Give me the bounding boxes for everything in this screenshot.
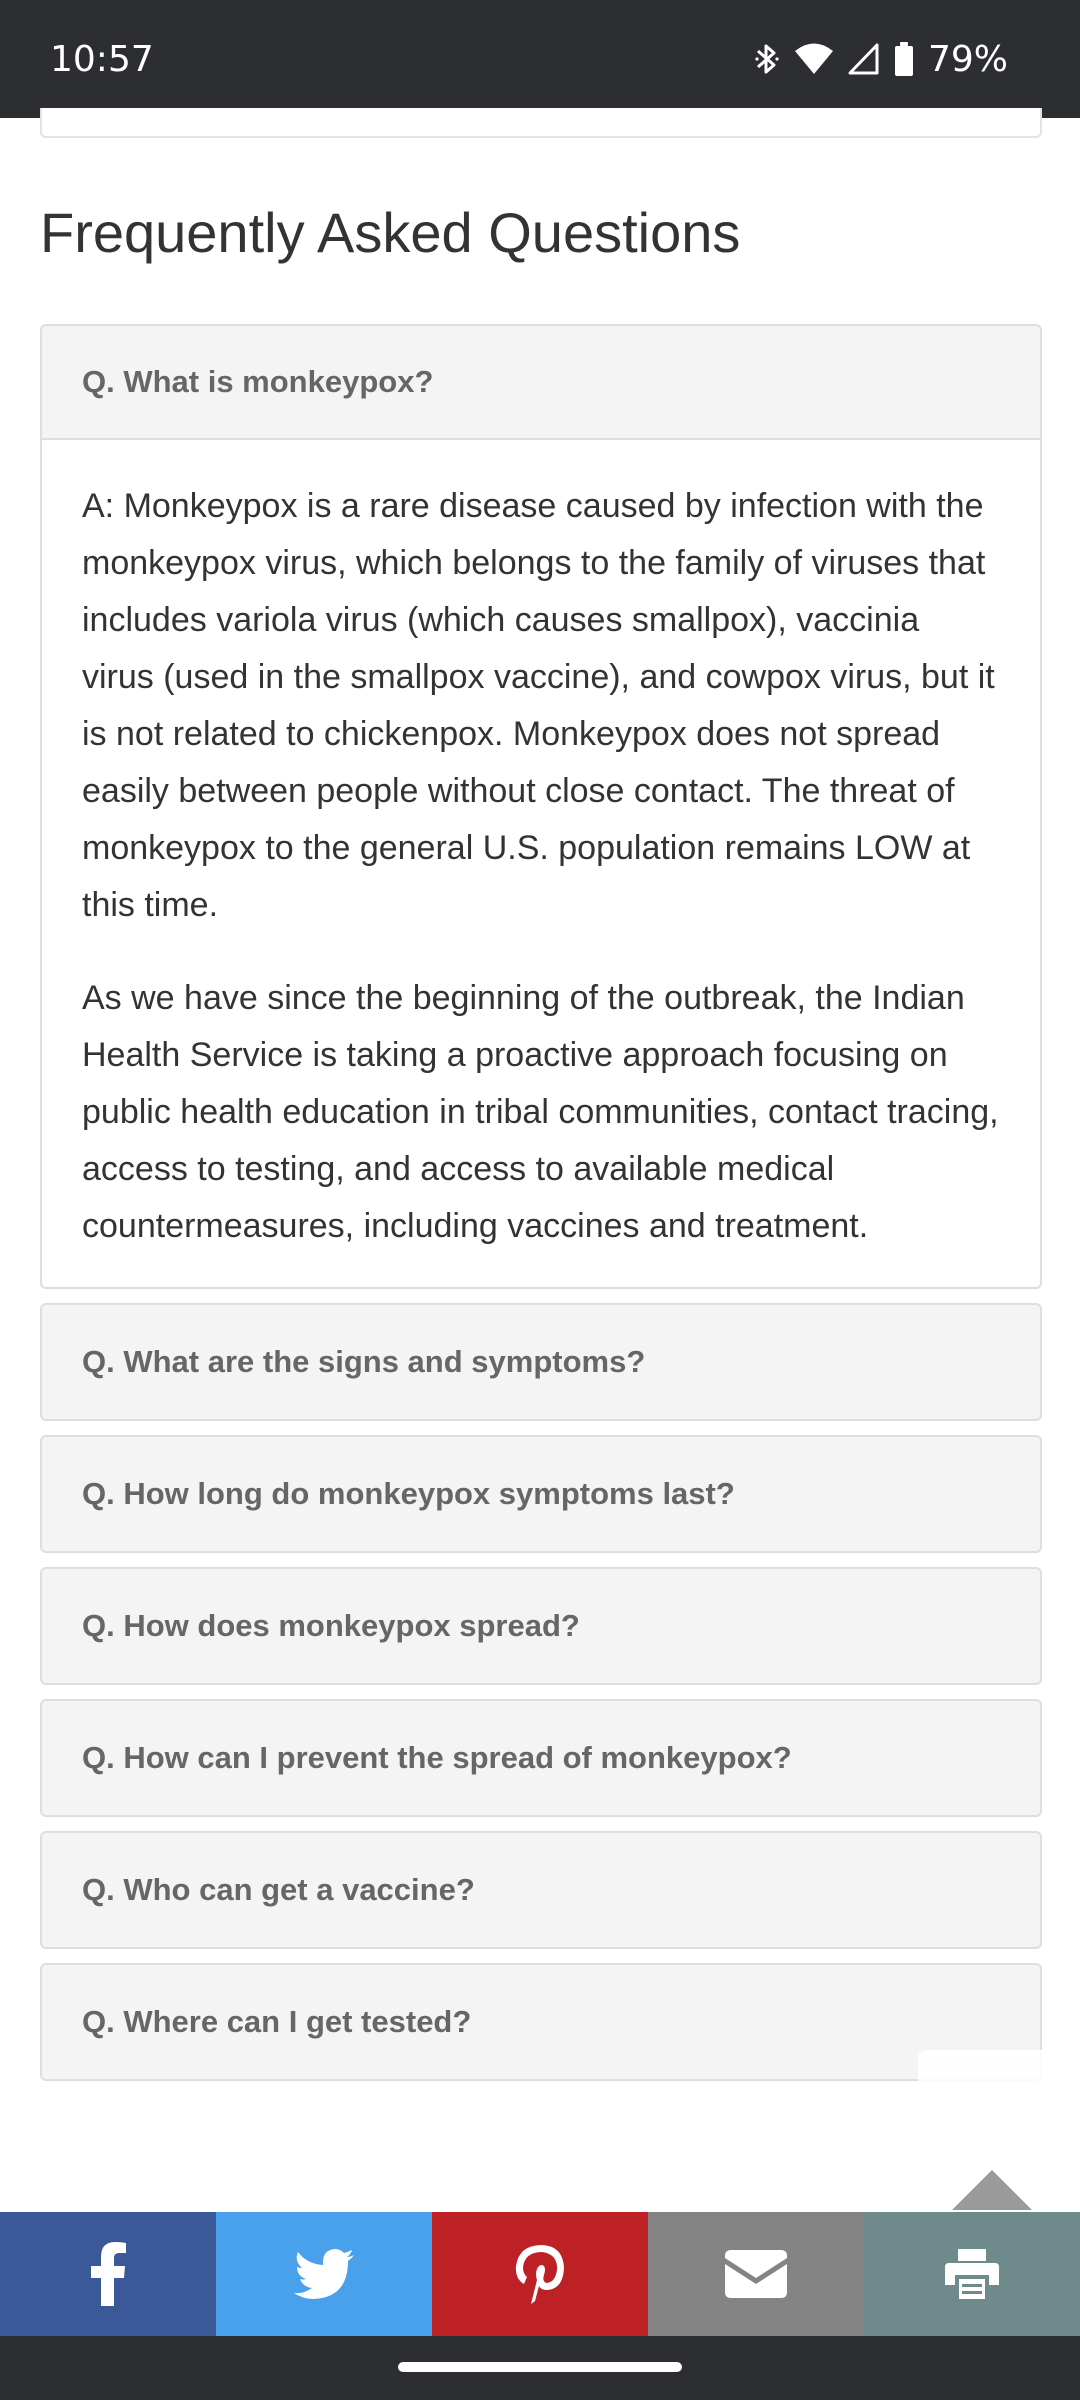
share-email-button[interactable]	[648, 2212, 864, 2336]
share-print-button[interactable]	[864, 2212, 1080, 2336]
faq-question-toggle[interactable]: Q. How can I prevent the spread of monkeypox?	[82, 1740, 792, 1775]
pinterest-icon	[515, 2242, 565, 2306]
faq-heading: Frequently Asked Questions	[40, 201, 741, 264]
faq-item	[40, 324, 1042, 1289]
faq-question-toggle[interactable]: Q. How long do monkeypox symptoms last?	[82, 1476, 735, 1511]
faq-question-toggle[interactable]: Q. Who can get a vaccine?	[82, 1872, 475, 1907]
faq-item	[40, 1963, 1042, 2081]
back-to-top-button[interactable]	[918, 2050, 1066, 2210]
share-facebook-button[interactable]	[0, 2212, 216, 2336]
faq-item	[40, 1435, 1042, 1553]
faq-item	[40, 1831, 1042, 1949]
faq-answer-paragraph: As we have since the beginning of the outbreak, the Indian Health Service is taking a proactive approach focusing on public health education in tribal communities, contact tracing, access to testing, and access to available medical countermeasures, including vaccines and treatment.	[82, 979, 999, 1245]
print-icon	[945, 2249, 999, 2299]
faq-answer-paragraph: A: Monkeypox is a rare disease caused by infection with the monkeypox virus, which belongs to the family of viruses that includes variola virus (which causes smallpox), vaccinia virus (used in the smallpox vaccine), and cowpox virus, but it is not related to chickenpox. Monkeypox does not spread easily between people without close contact. The threat of monkeypox to the general U.S. population remains LOW at this time.	[82, 487, 995, 924]
home-gesture-handle[interactable]	[398, 2362, 682, 2372]
bluetooth-icon	[754, 41, 780, 77]
faq-item	[40, 1699, 1042, 1817]
email-icon	[725, 2250, 787, 2298]
faq-accordion	[40, 324, 1042, 2095]
system-nav-bar	[0, 2336, 1080, 2400]
share-bar	[0, 2212, 1080, 2336]
faq-item	[40, 1303, 1042, 1421]
battery-icon	[894, 41, 914, 77]
previous-card	[40, 108, 1042, 138]
faq-item	[40, 1567, 1042, 1685]
share-twitter-button[interactable]	[216, 2212, 432, 2336]
faq-question-toggle[interactable]: Q. What are the signs and symptoms?	[82, 1344, 646, 1379]
share-pinterest-button[interactable]	[432, 2212, 648, 2336]
faq-question-toggle[interactable]: Q. What is monkeypox?	[42, 326, 1040, 440]
facebook-icon	[88, 2242, 128, 2306]
faq-answer	[42, 440, 1040, 1287]
faq-question-toggle[interactable]: Q. Where can I get tested?	[82, 2004, 472, 2039]
wifi-icon	[794, 42, 834, 76]
status-icons	[754, 39, 1008, 80]
battery-percent: 79%	[927, 38, 1008, 80]
status-bar	[0, 0, 1080, 118]
status-time: 10:57	[50, 38, 154, 80]
chevron-up-icon	[952, 2170, 1032, 2210]
signal-icon	[848, 42, 880, 76]
twitter-icon	[294, 2249, 354, 2299]
faq-question-toggle[interactable]: Q. How does monkeypox spread?	[82, 1608, 580, 1643]
